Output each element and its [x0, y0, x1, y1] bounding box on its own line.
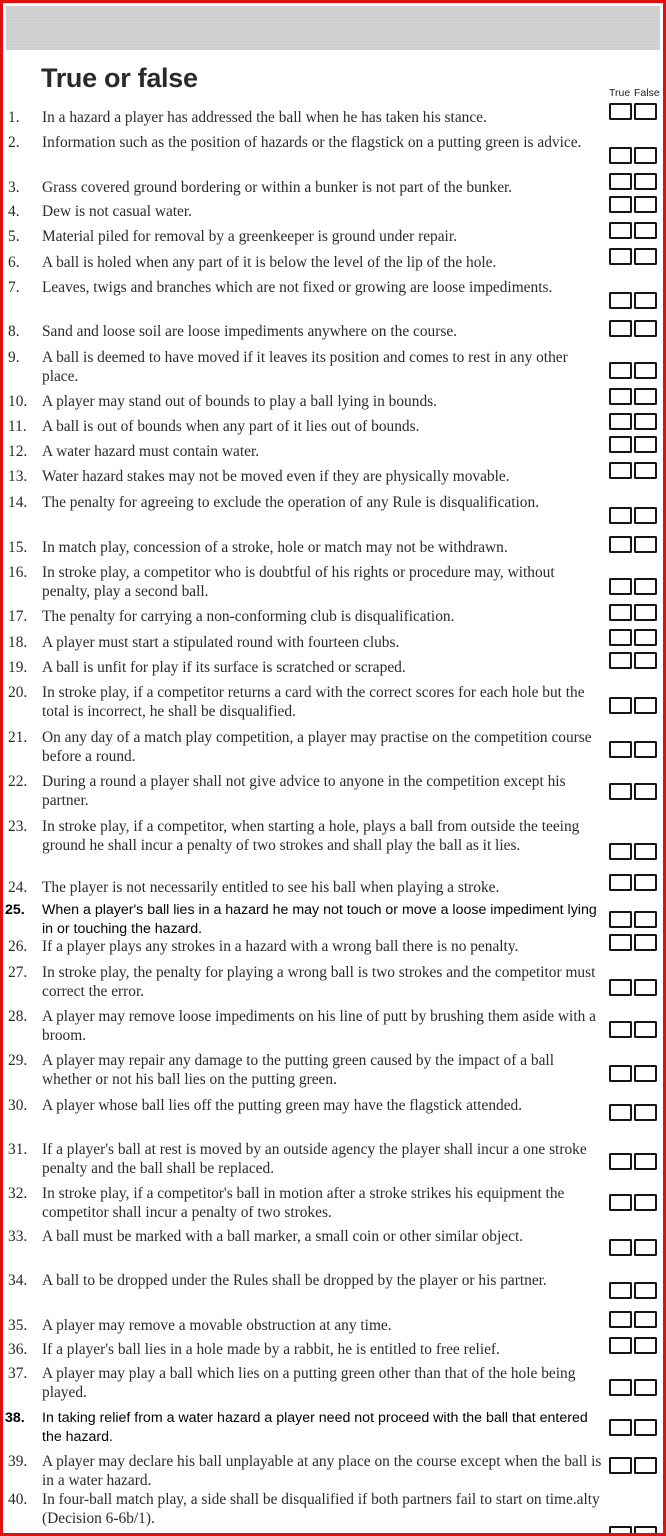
answer-checkboxes	[609, 874, 661, 891]
question-text: In taking relief from a water hazard a player need not proceed with the ball that entered the hazard.	[42, 1410, 588, 1445]
question-number: 5.	[8, 228, 20, 245]
question-number: 26.	[8, 938, 28, 955]
true-checkbox[interactable]	[609, 652, 632, 669]
question-text: A ball must be marked with a ball marker, a small coin or other similar object.	[42, 1228, 524, 1245]
false-checkbox[interactable]	[634, 629, 657, 646]
true-checkbox[interactable]	[609, 1311, 632, 1328]
question-number: 23.	[8, 818, 28, 835]
answer-checkboxes	[609, 292, 661, 309]
question-text: Dew is not casual water.	[42, 203, 193, 220]
true-checkbox[interactable]	[609, 1419, 632, 1436]
answer-checkboxes	[609, 1153, 661, 1170]
question-number: 18.	[8, 634, 28, 651]
question-text: A player may declare his ball unplayable at any place on the course except when the ball is in a water hazard.	[42, 1453, 602, 1489]
answer-checkboxes	[609, 1104, 661, 1121]
question-number: 19.	[8, 659, 28, 676]
false-checkbox[interactable]	[634, 507, 657, 524]
false-checkbox[interactable]	[634, 1065, 657, 1082]
true-checkbox[interactable]	[609, 697, 632, 714]
answer-checkboxes	[609, 843, 661, 860]
true-checkbox[interactable]	[609, 1239, 632, 1256]
false-checkbox[interactable]	[634, 979, 657, 996]
question-text: In stroke play, if a competitor's ball in motion after a stroke strikes his equipment the competitor shall incur a penalty of two strokes.	[42, 1185, 565, 1221]
question-text: A ball to be dropped under the Rules shall be dropped by the player or his partner.	[42, 1272, 547, 1289]
question-number: 3.	[8, 179, 20, 196]
true-checkbox[interactable]	[609, 741, 632, 758]
true-checkbox[interactable]	[609, 248, 632, 265]
false-checkbox[interactable]	[634, 578, 657, 595]
false-checkbox[interactable]	[634, 741, 657, 758]
true-checkbox[interactable]	[609, 874, 632, 891]
true-checkbox[interactable]	[609, 843, 632, 860]
question-text: A player may stand out of bounds to play a ball lying in bounds.	[42, 393, 437, 410]
answer-checkboxes	[609, 1021, 661, 1038]
question-text: In stroke play, the penalty for playing a wrong ball is two strokes and the competitor must correct the error.	[42, 964, 596, 1000]
true-checkbox[interactable]	[609, 578, 632, 595]
question-text: If a player's ball at rest is moved by an outside agency the player shall incur a one stroke penalty and the ball shall be replaced.	[42, 1141, 587, 1177]
false-checkbox[interactable]	[634, 1239, 657, 1256]
true-checkbox[interactable]	[609, 911, 632, 928]
answer-checkboxes	[609, 1457, 661, 1474]
question-text: A player may remove loose impediments on his line of putt by brushing them aside with a broom.	[42, 1008, 596, 1044]
false-checkbox[interactable]	[634, 1021, 657, 1038]
true-checkbox[interactable]	[609, 362, 632, 379]
question-number: 40.	[8, 1491, 28, 1508]
answer-checkboxes	[609, 979, 661, 996]
question-number: 10.	[8, 393, 28, 410]
question-number: 32.	[8, 1185, 28, 1202]
question-text: Information such as the position of hazards or the flagstick on a putting green is advice.	[42, 134, 582, 151]
false-checkbox[interactable]	[634, 1457, 657, 1474]
question-text: A ball is holed when any part of it is below the level of the lip of the hole.	[42, 254, 497, 271]
false-checkbox[interactable]	[634, 652, 657, 669]
question-text: A ball is unfit for play if its surface is scratched or scraped.	[42, 659, 406, 676]
false-checkbox[interactable]	[634, 413, 657, 430]
answer-checkboxes	[609, 629, 661, 646]
answer-checkboxes	[609, 413, 661, 430]
true-checkbox[interactable]	[609, 1282, 632, 1299]
answer-checkboxes	[609, 462, 661, 479]
answer-checkboxes	[609, 652, 661, 669]
true-checkbox[interactable]	[609, 934, 632, 951]
question-number: 29.	[8, 1052, 28, 1069]
question-text: The player is not necessarily entitled to see his ball when playing a stroke.	[42, 879, 500, 896]
question-text: Leaves, twigs and branches which are not fixed or growing are loose impediments.	[42, 279, 553, 296]
question-text: In four-ball match play, a side shall be disqualified if both partners fail to start on time.alty (Decision 6-6b/1).	[42, 1491, 600, 1527]
question-text: The penalty for carrying a non-conforming club is disqualification.	[42, 608, 455, 625]
answer-checkboxes	[609, 741, 661, 758]
answer-checkboxes	[609, 388, 661, 405]
true-checkbox[interactable]	[609, 320, 632, 337]
answer-checkboxes	[609, 934, 661, 951]
true-checkbox[interactable]	[609, 1526, 632, 1536]
answer-checkboxes	[609, 1282, 661, 1299]
answer-checkboxes	[609, 320, 661, 337]
true-checkbox[interactable]	[609, 1194, 632, 1211]
question-text: In match play, concession of a stroke, hole or match may not be withdrawn.	[42, 539, 508, 556]
answer-checkboxes	[609, 1311, 661, 1328]
answer-checkboxes	[609, 507, 661, 524]
answer-checkboxes	[609, 911, 661, 928]
true-checkbox[interactable]	[609, 629, 632, 646]
header-band	[6, 6, 660, 50]
question-number: 11.	[8, 418, 27, 435]
answer-checkboxes	[609, 1337, 661, 1354]
false-checkbox[interactable]	[634, 388, 657, 405]
false-checkbox[interactable]	[634, 843, 657, 860]
question-number: 4.	[8, 203, 20, 220]
true-checkbox[interactable]	[609, 222, 632, 239]
question-number: 7.	[8, 279, 20, 296]
false-checkbox[interactable]	[634, 103, 657, 120]
false-checkbox[interactable]	[634, 1311, 657, 1328]
true-checkbox[interactable]	[609, 507, 632, 524]
true-checkbox[interactable]	[609, 413, 632, 430]
question-text: When a player's ball lies in a hazard he may not touch or move a loose impediment lying in or touching the hazard.	[42, 902, 597, 937]
question-number: 33.	[8, 1228, 28, 1245]
question-number: 2.	[8, 134, 20, 151]
true-checkbox[interactable]	[609, 173, 632, 190]
false-checkbox[interactable]	[634, 934, 657, 951]
question-text: A player whose ball lies off the putting green may have the flagstick attended.	[42, 1097, 523, 1114]
question-text: Material piled for removal by a greenkeeper is ground under repair.	[42, 228, 457, 245]
question-number: 1.	[8, 109, 20, 126]
answer-checkboxes	[609, 578, 661, 595]
true-checkbox[interactable]	[609, 1153, 632, 1170]
question-number: 13.	[8, 468, 28, 485]
false-checkbox[interactable]	[634, 320, 657, 337]
question-number: 8.	[8, 323, 20, 340]
true-checkbox[interactable]	[609, 388, 632, 405]
false-checkbox[interactable]	[634, 1282, 657, 1299]
question-number: 30.	[8, 1097, 28, 1114]
question-text: Grass covered ground bordering or within a bunker is not part of the bunker.	[42, 179, 513, 196]
false-checkbox[interactable]	[634, 697, 657, 714]
answer-checkboxes	[609, 196, 661, 213]
question-number: 34.	[8, 1272, 28, 1289]
answer-checkboxes	[609, 1379, 661, 1396]
false-checkbox[interactable]	[634, 536, 657, 553]
question-number: 31.	[8, 1141, 28, 1158]
true-checkbox[interactable]	[609, 103, 632, 120]
question-text: Sand and loose soil are loose impediments anywhere on the course.	[42, 323, 458, 340]
answer-checkboxes	[609, 362, 661, 379]
true-checkbox[interactable]	[609, 783, 632, 800]
question-text: In stroke play, if a competitor, when starting a hole, plays a ball from outside the teeing ground he shall incur a penalty of two strokes and shall play the ball as it lies.	[42, 818, 580, 854]
question-text: A player may repair any damage to the putting green caused by the impact of a ball whether or not his ball lies on the putting green.	[42, 1052, 554, 1088]
false-checkbox[interactable]	[634, 196, 657, 213]
false-checkbox[interactable]	[634, 783, 657, 800]
false-checkbox[interactable]	[634, 911, 657, 928]
question-text: If a player plays any strokes in a hazard with a wrong ball there is no penalty.	[42, 938, 519, 955]
answer-checkboxes	[609, 173, 661, 190]
page-title: True or false	[41, 63, 198, 93]
false-checkbox[interactable]	[634, 362, 657, 379]
question-number: 17.	[8, 608, 28, 625]
question-number: 15.	[8, 539, 28, 556]
question-number: 6.	[8, 254, 20, 271]
true-checkbox[interactable]	[609, 979, 632, 996]
true-checkbox[interactable]	[609, 1379, 632, 1396]
answer-checkboxes	[609, 783, 661, 800]
question-text: In stroke play, a competitor who is doubtful of his rights or procedure may, without penalty, play a second ball.	[42, 564, 555, 600]
true-checkbox[interactable]	[609, 604, 632, 621]
answer-checkboxes	[609, 536, 661, 553]
answer-checkboxes	[609, 248, 661, 265]
question-number: 38.	[5, 1410, 25, 1426]
true-checkbox[interactable]	[609, 147, 632, 164]
answer-checkboxes	[609, 147, 661, 164]
question-text: The penalty for agreeing to exclude the operation of any Rule is disqualification.	[42, 494, 540, 511]
question-number: 27.	[8, 964, 28, 981]
answer-checkboxes	[609, 1239, 661, 1256]
false-checkbox[interactable]	[634, 1337, 657, 1354]
true-checkbox[interactable]	[609, 1457, 632, 1474]
false-checkbox[interactable]	[634, 874, 657, 891]
question-number: 24.	[8, 879, 28, 896]
question-text: A player may remove a movable obstruction at any time.	[42, 1317, 392, 1334]
question-number: 35.	[8, 1317, 28, 1334]
answer-checkboxes	[609, 1194, 661, 1211]
question-text: In stroke play, if a competitor returns a card with the correct scores for each hole but the total is incorrect, he shall be disqualified.	[42, 684, 585, 720]
question-number: 16.	[8, 564, 28, 581]
question-number: 14.	[8, 494, 28, 511]
false-checkbox[interactable]	[634, 1194, 657, 1211]
true-column-header: True	[609, 87, 631, 99]
question-text: On any day of a match play competition, a player may practise on the competition course before a round.	[42, 729, 592, 765]
answer-checkboxes	[609, 604, 661, 621]
question-number: 37.	[8, 1365, 28, 1382]
false-checkbox[interactable]	[634, 222, 657, 239]
false-checkbox[interactable]	[634, 292, 657, 309]
question-number: 9.	[8, 349, 20, 366]
false-checkbox[interactable]	[634, 1379, 657, 1396]
question-number: 36.	[8, 1341, 28, 1358]
question-number: 22.	[8, 773, 28, 790]
answer-checkboxes	[609, 222, 661, 239]
question-number: 25.	[5, 902, 25, 918]
question-text: A ball is out of bounds when any part of it lies out of bounds.	[42, 418, 420, 435]
question-text: A water hazard must contain water.	[42, 443, 260, 460]
false-checkbox[interactable]	[634, 1419, 657, 1436]
answer-checkboxes	[609, 1419, 661, 1436]
question-text: A ball is deemed to have moved if it leaves its position and comes to rest in any other place.	[42, 349, 568, 385]
question-text: If a player's ball lies in a hole made by a rabbit, he is entitled to free relief.	[42, 1341, 500, 1358]
answer-checkboxes	[609, 1526, 661, 1536]
answer-checkboxes	[609, 436, 661, 453]
question-text: In a hazard a player has addressed the ball when he has taken his stance.	[42, 109, 487, 126]
false-checkbox[interactable]	[634, 462, 657, 479]
false-column-header: False	[634, 87, 660, 99]
question-text: Water hazard stakes may not be moved even if they are physically movable.	[42, 468, 510, 485]
false-checkbox[interactable]	[634, 604, 657, 621]
false-checkbox[interactable]	[634, 248, 657, 265]
question-number: 12.	[8, 443, 28, 460]
true-checkbox[interactable]	[609, 1104, 632, 1121]
question-text: A player must start a stipulated round with fourteen clubs.	[42, 634, 400, 651]
question-number: 20.	[8, 684, 28, 701]
false-checkbox[interactable]	[634, 1526, 657, 1536]
false-checkbox[interactable]	[634, 436, 657, 453]
false-checkbox[interactable]	[634, 1104, 657, 1121]
answer-checkboxes	[609, 1065, 661, 1082]
false-checkbox[interactable]	[634, 147, 657, 164]
false-checkbox[interactable]	[634, 173, 657, 190]
true-checkbox[interactable]	[609, 1021, 632, 1038]
question-number: 28.	[8, 1008, 28, 1025]
question-text: A player may play a ball which lies on a putting green other than that of the hole being played.	[42, 1365, 576, 1401]
question-text: During a round a player shall not give advice to anyone in the competition except his partner.	[42, 773, 566, 809]
question-number: 39.	[8, 1453, 28, 1470]
true-checkbox[interactable]	[609, 196, 632, 213]
true-checkbox[interactable]	[609, 1065, 632, 1082]
true-checkbox[interactable]	[609, 292, 632, 309]
answer-checkboxes	[609, 103, 661, 120]
true-checkbox[interactable]	[609, 536, 632, 553]
false-checkbox[interactable]	[634, 1153, 657, 1170]
answer-checkboxes	[609, 697, 661, 714]
true-checkbox[interactable]	[609, 436, 632, 453]
true-checkbox[interactable]	[609, 462, 632, 479]
question-number: 21.	[8, 729, 28, 746]
true-checkbox[interactable]	[609, 1337, 632, 1354]
